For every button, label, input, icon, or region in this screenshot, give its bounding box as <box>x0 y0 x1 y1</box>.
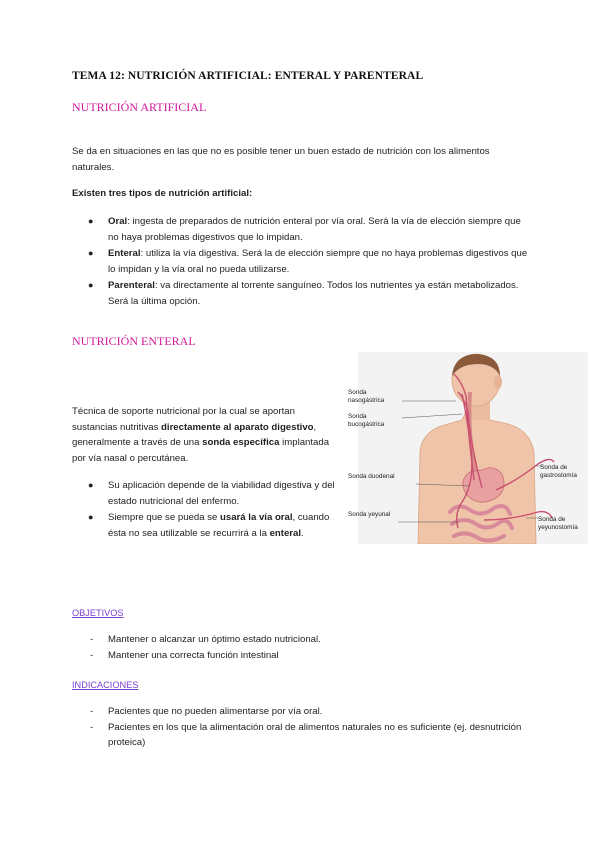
dash-icon: - <box>90 649 94 661</box>
feeding-tubes-illustration <box>348 352 588 544</box>
dash-icon: - <box>90 706 94 717</box>
label-sonda-bucogastrica: Sonda bucogástrica <box>348 413 385 428</box>
label-sonda-nasogastrica: Sonda nasogástrica <box>348 389 385 404</box>
document-title: TEMA 12: NUTRICIÓN ARTIFICIAL: ENTERAL Y PARENTERAL <box>72 70 424 82</box>
indicaciones-list <box>90 704 528 751</box>
intro-paragraph: Se da en situaciones en las que no es posible tener un buen estado de nutrición con los alimentos naturales. <box>72 146 490 173</box>
list-item: - Mantener una correcta función intestinal <box>108 648 528 664</box>
label-sonda-yeyunal: Sonda yeyunal <box>348 511 391 518</box>
list-item: - Pacientes que no pueden alimentarse por vía oral. <box>108 704 528 720</box>
list-item: ● Enteral: utiliza la vía digestiva. Será la de elección siempre que no haya problemas digestivos que lo impidan y la vía oral no pueda utilizarse. <box>88 248 528 275</box>
types-list <box>88 214 528 310</box>
dash-icon: - <box>90 634 94 645</box>
dash-icon: - <box>90 721 94 733</box>
list-item: ● Parenteral: va directamente al torrente sanguíneo. Todos los nutrientes ya están metabolizados. Será la última opción. <box>88 280 519 307</box>
label-sonda-gastrostomia: Sonda de gastrostomía <box>540 464 577 479</box>
label-sonda-yeyunostomia: Sonda de yeyunostomía <box>538 516 578 531</box>
list-item: - Mantener o alcanzar un óptimo estado nutricional. <box>108 632 528 648</box>
objetivos-list <box>90 632 528 663</box>
list-item: - Pacientes en los que la alimentación oral de alimentos naturales no es suficiente (ej. desnutrición proteica) <box>90 721 522 748</box>
enteral-list <box>88 478 348 542</box>
section-heading-nutricion-enteral: NUTRICIÓN ENTERAL <box>72 334 196 348</box>
section-heading-nutricion-artificial: NUTRICIÓN ARTIFICIAL <box>72 100 207 114</box>
bullet-icon: ● <box>88 480 94 490</box>
bullet-icon: ● <box>88 216 94 226</box>
bullet-icon: ● <box>88 280 94 290</box>
list-item: ● Oral: ingesta de preparados de nutrición enteral por vía oral. Será la vía de elección siempre que no haya problemas digestivos que lo impidan. <box>88 216 521 243</box>
objetivos-heading: OBJETIVOS <box>72 608 124 618</box>
list-item: ● Siempre que se pueda se usará la vía oral, cuando ésta no sea utilizable se recurrirá a la enteral. <box>88 512 330 539</box>
bullet-icon: ● <box>88 248 94 258</box>
list-item: ● Su aplicación depende de la viabilidad digestiva y del estado nutricional del enfermo. <box>88 480 335 507</box>
enteral-paragraph: Técnica de soporte nutricional por la cual se aportan sustancias nutritivas directamente al aparato digestivo, generalmente a través de una sonda específica implantada por vía nasal o percutánea. <box>72 406 330 464</box>
bullet-icon: ● <box>88 512 94 522</box>
label-sonda-duodenal: Sonda duodenal <box>348 473 395 480</box>
indicaciones-heading: INDICACIONES <box>72 680 139 690</box>
types-heading: Existen tres tipos de nutrición artificial: <box>72 188 253 199</box>
